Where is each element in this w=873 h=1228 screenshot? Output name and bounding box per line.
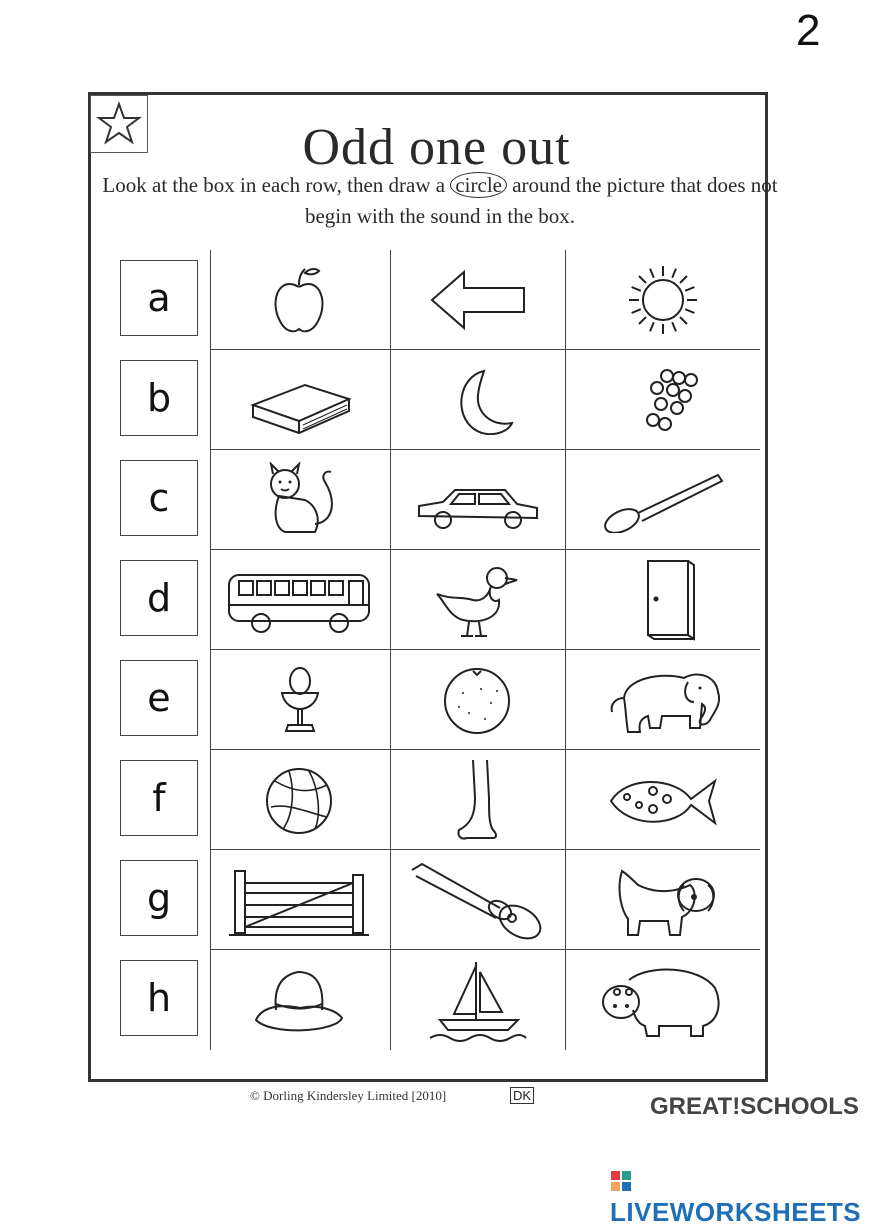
ball-picture[interactable] (210, 754, 390, 846)
apple-icon (265, 263, 335, 337)
letter-box: h (120, 960, 198, 1036)
car-picture[interactable] (390, 454, 565, 546)
letter-box: d (120, 560, 198, 636)
egg-picture[interactable] (210, 654, 390, 746)
car-icon (413, 470, 543, 530)
book-icon (245, 365, 355, 435)
bubbles-icon (627, 368, 699, 432)
column-divider (210, 250, 211, 1050)
hippo-icon (599, 960, 727, 1040)
worksheet-row-a (100, 250, 760, 350)
moon-icon (440, 365, 516, 435)
arrow-icon (428, 264, 528, 336)
orange-picture[interactable] (390, 654, 565, 746)
sun-icon (623, 262, 703, 338)
worksheet-row-e (100, 650, 760, 750)
spoon-icon (600, 467, 726, 533)
sailboat-icon (426, 958, 530, 1042)
instructions-circled-word: circle (450, 172, 507, 198)
column-divider (390, 250, 391, 1050)
worksheet-row-f (100, 750, 760, 850)
worksheet-row-d (100, 550, 760, 650)
spoon-picture[interactable] (565, 454, 760, 546)
letter-box: b (120, 360, 198, 436)
instructions (100, 170, 780, 232)
cat-picture[interactable] (210, 454, 390, 546)
book-picture[interactable] (210, 354, 390, 446)
worksheet-row-g (100, 850, 760, 950)
worksheet-row-b (100, 350, 760, 450)
ball-icon (265, 763, 335, 837)
worksheet-row-c (100, 450, 760, 550)
hippo-picture[interactable] (565, 954, 760, 1046)
foot-picture[interactable] (390, 754, 565, 846)
moon-picture[interactable] (390, 354, 565, 446)
bubbles-picture[interactable] (565, 354, 760, 446)
worksheet-row-h (100, 950, 760, 1050)
dog-picture[interactable] (565, 854, 760, 946)
foot-icon (453, 758, 503, 842)
letter-box: g (120, 860, 198, 936)
dk-logo: DK (510, 1087, 534, 1104)
guitar-icon (408, 860, 548, 940)
greatschools-logo: GREAT!SCHOOLS (650, 1093, 859, 1120)
dog-icon (608, 861, 718, 939)
door-picture[interactable] (565, 554, 760, 646)
door-icon (628, 557, 698, 643)
liveworksheets-brand[interactable] (610, 1166, 873, 1228)
duck-picture[interactable] (390, 554, 565, 646)
page-title: Odd one out (302, 119, 571, 176)
liveworksheets-icon (610, 1168, 632, 1190)
letter-box: a (120, 260, 198, 336)
instructions-before: Look at the box in each row, then draw a (102, 173, 451, 197)
gate-picture[interactable] (210, 854, 390, 946)
fish-icon (607, 765, 719, 835)
page-number: 2 (796, 6, 821, 55)
hat-icon (252, 962, 348, 1038)
letter-box: e (120, 660, 198, 736)
gate-icon (229, 861, 371, 939)
instructions-after: around the picture that does not begin with the sound in the box. (304, 173, 778, 228)
elephant-icon (602, 664, 724, 736)
apple-picture[interactable] (210, 254, 390, 346)
letter-box: f (120, 760, 198, 836)
letter-box: c (120, 460, 198, 536)
column-divider (565, 250, 566, 1050)
guitar-picture[interactable] (390, 854, 565, 946)
elephant-picture[interactable] (565, 654, 760, 746)
copyright: © Dorling Kindersley Limited [2010] (250, 1088, 447, 1103)
sailboat-picture[interactable] (390, 954, 565, 1046)
duck-icon (433, 560, 523, 640)
bus-icon (225, 565, 375, 635)
orange-icon (441, 663, 515, 737)
brand-text: LIVEWORKSHEETS (610, 1197, 862, 1227)
fish-picture[interactable] (565, 754, 760, 846)
hat-picture[interactable] (210, 954, 390, 1046)
sun-picture[interactable] (565, 254, 760, 346)
arrow-picture[interactable] (390, 254, 565, 346)
cat-icon (255, 462, 345, 538)
bus-picture[interactable] (210, 554, 390, 646)
egg-icon (270, 665, 330, 735)
